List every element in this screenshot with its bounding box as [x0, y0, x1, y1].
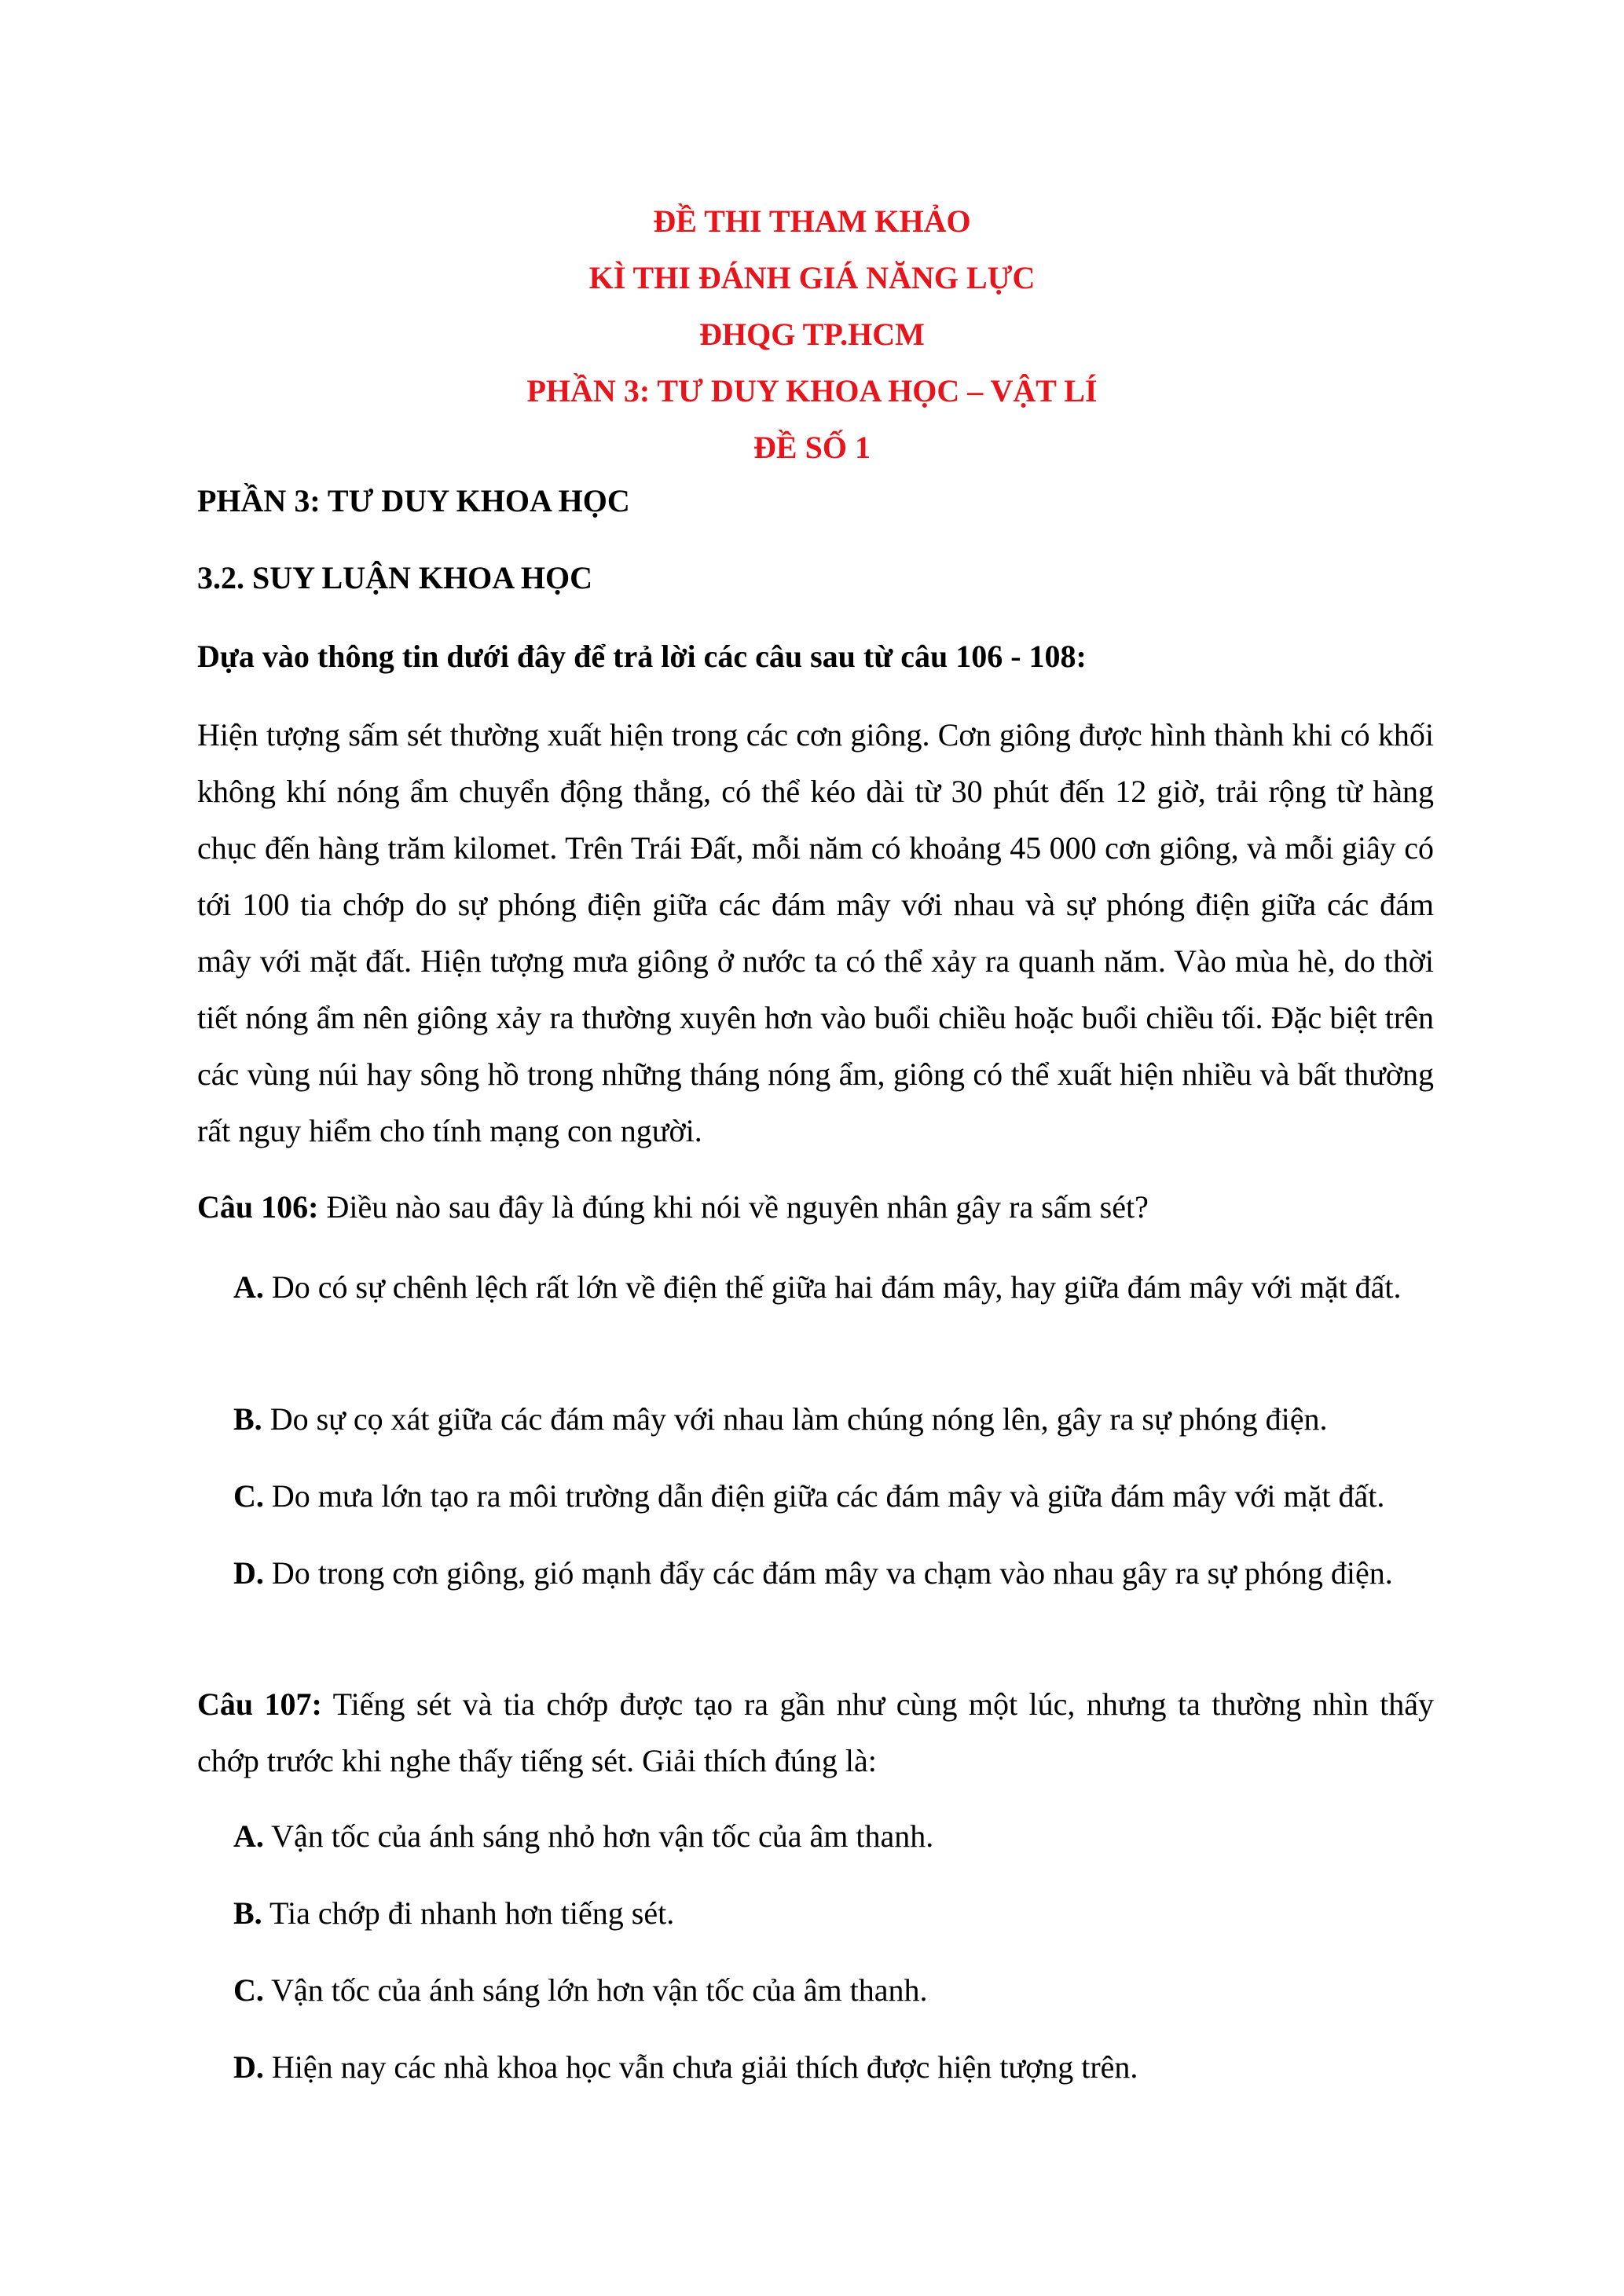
question-106-option-b[interactable]: [197, 1391, 1434, 1448]
exam-title-line-5: ĐỀ SỐ 1: [753, 430, 871, 465]
question-106-text: Điều nào sau đây là đúng khi nói về nguyên nhân gây ra sấm sét?: [318, 1189, 1149, 1225]
question-106-label: Câu 106:: [197, 1189, 319, 1225]
option-text: Hiện nay các nhà khoa học vẫn chưa giải thích được hiện tượng trên.: [263, 2049, 1138, 2085]
reading-passage: Hiện tượng sấm sét thường xuất hiện trong các cơn giông. Cơn giông được hình thành khi có khối không khí nóng ẩm chuyển động thẳng, có thể kéo dài từ 30 phút đến 12 giờ, trải rộng từ hàng chục đến hàng trăm kilomet. Trên Trái Đất, mỗi năm có khoảng 45 000 cơn giông, và mỗi giây có tới 100 tia chớp do sự phóng điện giữa các đám mây với nhau và sự phóng điện giữa các đám mây với mặt đất. Hiện tượng mưa giông ở nước ta có thể xảy ra quanh năm. Vào mùa hè, do thời tiết nóng ẩm nên giông xảy ra thường xuyên hơn vào buổi chiều hoặc buổi chiều tối. Đặc biệt trên các vùng núi hay sông hồ trong những tháng nóng ẩm, giông có thể xuất hiện nhiều và bất thường rất nguy hiểm cho tính mạng con người.: [197, 717, 1434, 1148]
question-106-option-a[interactable]: [197, 1259, 1434, 1316]
exam-title-line-2: KÌ THI ĐÁNH GIÁ NĂNG LỰC: [588, 260, 1036, 295]
option-letter: C.: [233, 1972, 264, 2008]
question-106-option-d[interactable]: [197, 1545, 1434, 1602]
option-text: Do có sự chênh lệch rất lớn về điện thế giữa hai đám mây, hay giữa đám mây với mặt đất.: [263, 1269, 1402, 1305]
question-107-option-a[interactable]: [197, 1808, 1434, 1865]
option-letter: B.: [233, 1895, 262, 1931]
exam-title-line-3: ĐHQG TP.HCM: [699, 317, 925, 352]
option-letter: C.: [233, 1478, 264, 1514]
option-letter: D.: [233, 1555, 264, 1591]
question-107-option-d[interactable]: [197, 2039, 1434, 2096]
section-heading: PHẦN 3: TƯ DUY KHOA HỌC: [197, 483, 630, 518]
subsection-heading: 3.2. SUY LUẬN KHOA HỌC: [197, 560, 593, 595]
option-text: Vận tốc của ánh sáng lớn hơn vận tốc của âm thanh.: [263, 1972, 928, 2008]
option-text: Do trong cơn giông, gió mạnh đẩy các đám mây va chạm vào nhau gây ra sự phóng điện.: [263, 1555, 1393, 1591]
option-letter: B.: [233, 1401, 262, 1437]
question-107-option-c[interactable]: [197, 1962, 1434, 2019]
question-107: [197, 1676, 1434, 1789]
option-text: Tia chớp đi nhanh hơn tiếng sét.: [262, 1895, 675, 1931]
exam-title-block: [0, 193, 1624, 476]
option-letter: A.: [233, 1269, 264, 1305]
instruction-text: Dựa vào thông tin dưới đây để trả lời các câu sau từ câu 106 - 108:: [197, 639, 1087, 674]
exam-title-line-1: ĐỀ THI THAM KHẢO: [653, 203, 971, 239]
option-text: Vận tốc của ánh sáng nhỏ hơn vận tốc của âm thanh.: [263, 1818, 934, 1854]
question-107-text: Tiếng sét và tia chớp được tạo ra gần như cùng một lúc, nhưng ta thường nhìn thấy chớp trước khi nghe thấy tiếng sét. Giải thích đúng là:: [197, 1686, 1434, 1778]
question-107-option-b[interactable]: [197, 1885, 1434, 1942]
question-107-label: Câu 107:: [197, 1686, 322, 1722]
question-106: [197, 1179, 1434, 1236]
exam-title-line-4: PHẦN 3: TƯ DUY KHOA HỌC – VẬT LÍ: [526, 373, 1098, 408]
question-106-option-c[interactable]: [197, 1468, 1434, 1525]
option-text: Do sự cọ xát giữa các đám mây với nhau làm chúng nóng lên, gây ra sự phóng điện.: [262, 1401, 1328, 1437]
option-letter: A.: [233, 1818, 264, 1854]
option-text: Do mưa lớn tạo ra môi trường dẫn điện giữa các đám mây và giữa đám mây với mặt đất.: [263, 1478, 1385, 1514]
option-letter: D.: [233, 2049, 264, 2085]
